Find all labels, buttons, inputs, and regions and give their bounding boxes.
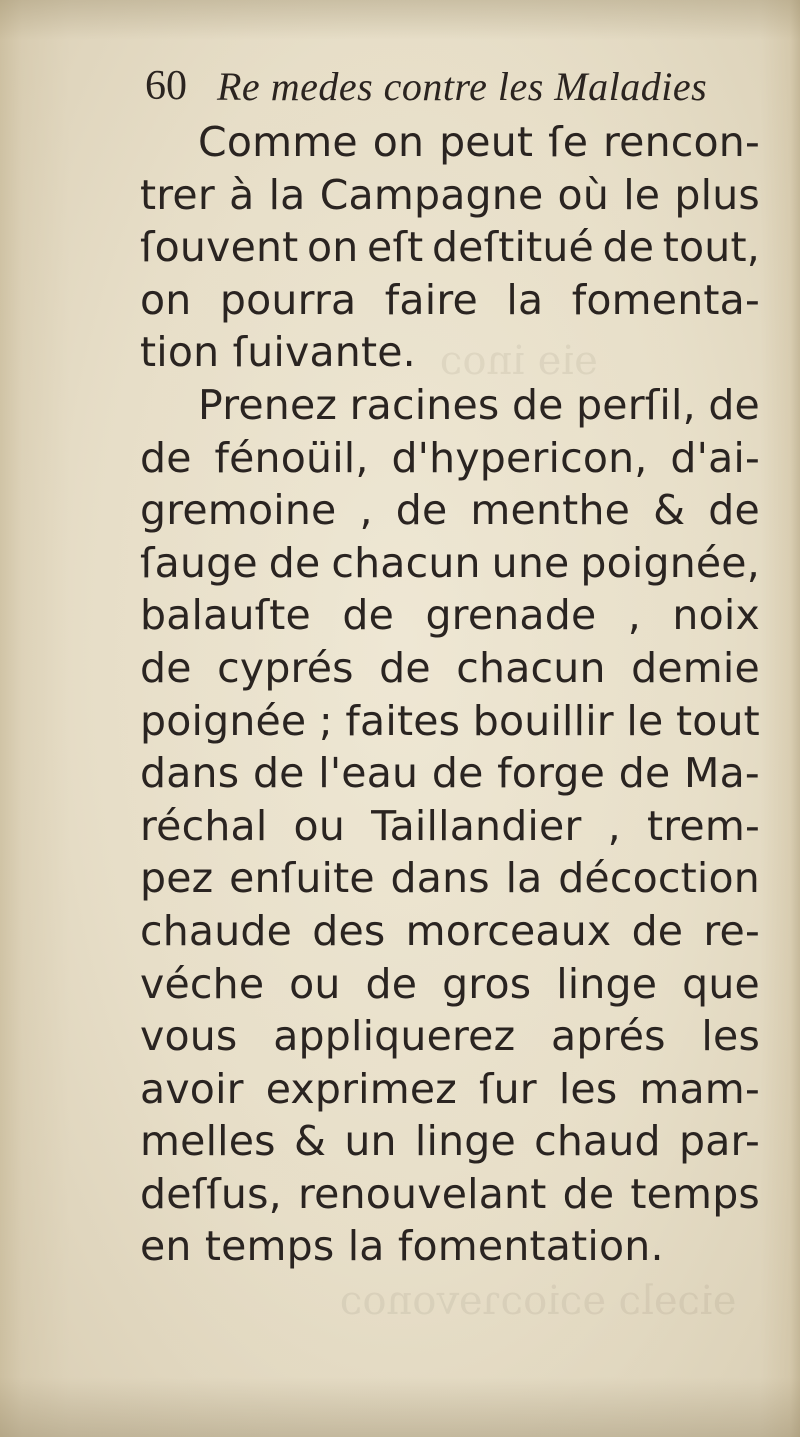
- text-line: réchal ou Taillandier , trem-: [140, 801, 760, 850]
- text-line: dans de l'eau de forge de Ma-: [140, 749, 760, 798]
- paragraph: [140, 379, 760, 1273]
- show-through-text: ɘiɔɘlɔ ɘɔioɔɿɘvonoɔ: [340, 1278, 737, 1324]
- text-line: ſouvent on eſt deſtitué de tout,: [140, 223, 760, 272]
- text-line: avoir exprimez ſur les mam-: [140, 1064, 760, 1113]
- text-line: melles & un linge chaud par-: [140, 1117, 760, 1166]
- text-line: Comme on peut ſe rencon-: [198, 118, 760, 166]
- text-line: deſſus, renouvelant de temps: [140, 1169, 760, 1218]
- show-through-text: ɘiɘ inoɔ: [440, 338, 598, 384]
- text-line: véche ou de gros linge que: [140, 959, 760, 1008]
- text-line: poignée ; faites bouillir le tout: [140, 696, 760, 745]
- text-line: trer à la Campagne où le plus: [140, 170, 760, 219]
- page-top-shadow: [0, 0, 800, 40]
- text-line: ſauge de chacun une poignée,: [140, 538, 760, 587]
- text-line: pez enſuite dans la décoction: [140, 854, 760, 903]
- page-bottom-shadow: [0, 1377, 800, 1437]
- text-line: chaude des morceaux de re-: [140, 906, 760, 955]
- text-line: gremoine , de menthe & de: [140, 486, 760, 535]
- page-header: [145, 62, 765, 112]
- paragraph: [140, 116, 760, 379]
- body-text: [140, 116, 760, 1273]
- text-line: balauſte de grenade , noix: [140, 591, 760, 640]
- text-line: Prenez racines de perſil, de: [198, 380, 760, 429]
- text-line: de fénoüil, d'hypericon, d'ai-: [140, 433, 760, 482]
- text-line: tion ſuivante.: [140, 328, 416, 377]
- running-title: Re medes contre les Maladies: [217, 64, 708, 109]
- page-number: 60: [145, 63, 187, 109]
- text-line: vous appliquerez aprés les: [140, 1012, 760, 1061]
- text-line: de cyprés de chacun demie: [140, 643, 760, 692]
- text-line: en temps la fomentation.: [140, 1222, 664, 1271]
- text-line: on pourra faire la fomenta-: [140, 275, 760, 324]
